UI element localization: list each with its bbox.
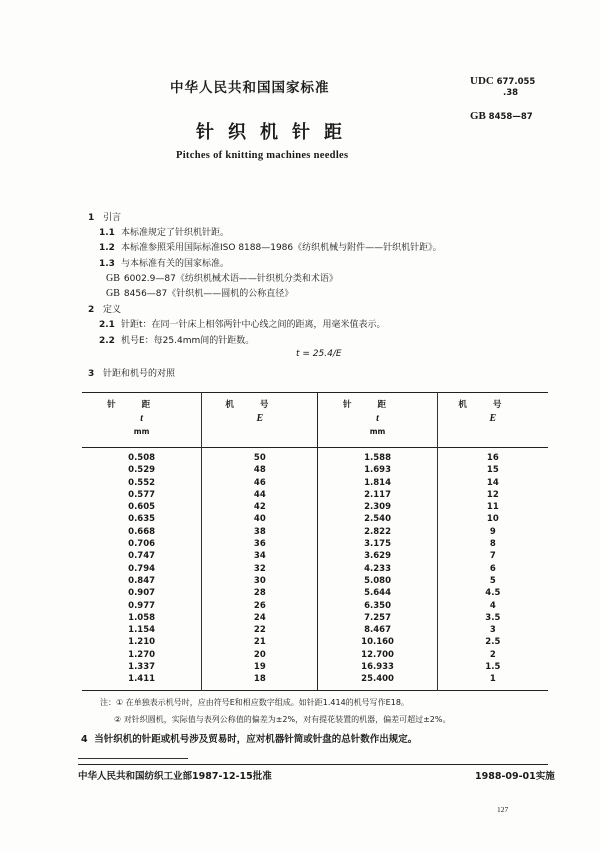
gauge-cell: 28 xyxy=(202,587,318,599)
gauge-cell: 44 xyxy=(202,489,318,501)
gauge-cell: 15 xyxy=(486,465,499,476)
gauge-cell: 21 xyxy=(202,636,318,648)
gauge-cell: 19 xyxy=(202,661,318,673)
gauge-cell: 18 xyxy=(202,673,318,690)
pitch-cell: 0.747 xyxy=(82,550,202,562)
pitch-cell: 6.350 xyxy=(318,600,437,612)
table-row xyxy=(82,612,548,624)
table-body xyxy=(82,448,548,691)
pitch-cell: 0.605 xyxy=(82,501,202,513)
pitch-cell: 3.629 xyxy=(318,550,437,562)
pitch-cell: 10.160 xyxy=(318,636,437,648)
gauge-cell: 7 xyxy=(489,551,496,562)
pitch-cell: 0.847 xyxy=(82,575,202,587)
section-1-2: 1.2 本标准参照采用国际标准ISO 8188—1986《纺织机械与附件——针织机针距》。 xyxy=(99,243,442,253)
table-header-row xyxy=(82,393,548,448)
pitch-cell: 2.822 xyxy=(318,526,437,538)
section-2-1: 2.1 针距t：在同一针床上相邻两针中心线之间的距离，用毫米值表示。 xyxy=(99,320,386,330)
pitch-cell: 1.210 xyxy=(82,636,202,648)
gb-code xyxy=(470,110,533,122)
section-1-3: 1.3 与本标准有关的国家标准。 xyxy=(99,259,230,269)
table-row xyxy=(82,526,548,538)
header-pitch-2: 针距 t mm xyxy=(318,393,437,448)
gauge-cell: 10 xyxy=(486,514,499,525)
gauge-cell: 32 xyxy=(202,563,318,575)
table-row xyxy=(82,563,548,575)
gauge-cell: 50 xyxy=(202,448,318,465)
gauge-cell: 2.5 xyxy=(485,637,501,648)
pitch-cell: 0.635 xyxy=(82,513,202,525)
effective-date: 1988-09-01实施 xyxy=(475,771,555,782)
table-row xyxy=(82,600,548,612)
gauge-cell: 8 xyxy=(489,539,496,550)
pitch-cell: 3.175 xyxy=(318,538,437,550)
table-note-2: ② 对针织圆机，实际值与表列公称值的偏差为±2%，对有提花装置的机器，偏差可超过±2%。 xyxy=(114,715,451,724)
pitch-cell: 1.411 xyxy=(82,673,202,690)
table-row xyxy=(82,513,548,525)
section-1: 1 引言 xyxy=(88,213,122,223)
pitch-cell: 0.706 xyxy=(82,538,202,550)
page-number: 127 xyxy=(497,805,509,814)
table-row xyxy=(82,501,548,513)
table-row xyxy=(82,673,548,690)
pitch-cell: 12.700 xyxy=(318,649,437,661)
pitch-cell: 2.117 xyxy=(318,489,437,501)
gauge-cell: 36 xyxy=(202,538,318,550)
pitch-cell: 0.508 xyxy=(82,448,202,465)
header-gauge-1: 机号 E xyxy=(202,393,318,448)
pitch-cell: 5.644 xyxy=(318,587,437,599)
gauge-cell: 38 xyxy=(202,526,318,538)
pitch-cell: 0.907 xyxy=(82,587,202,599)
reference-gb-8456: GB 8456—87《针织机——圆机的公称直径》 xyxy=(106,288,294,299)
gb-label: GB xyxy=(470,110,486,122)
gauge-cell: 46 xyxy=(202,477,318,489)
pitch-cell: 1.154 xyxy=(82,624,202,636)
header-pitch-1: 针距 t mm xyxy=(82,393,202,448)
pitch-cell: 0.577 xyxy=(82,489,202,501)
pitch-cell: 7.257 xyxy=(318,612,437,624)
udc-number-line2: .38 xyxy=(503,88,519,98)
header-gauge-2: 机号 E xyxy=(458,400,528,424)
pitch-cell: 0.668 xyxy=(82,526,202,538)
pitch-cell: 16.933 xyxy=(318,661,437,673)
gauge-cell: 22 xyxy=(202,624,318,636)
gb-number: 8458—87 xyxy=(488,112,533,122)
pitch-cell: 1.814 xyxy=(318,477,437,489)
pitch-cell: 5.080 xyxy=(318,575,437,587)
gauge-cell: 48 xyxy=(202,464,318,476)
gauge-cell: 26 xyxy=(202,600,318,612)
gauge-cell: 20 xyxy=(202,649,318,661)
table-note-1: 注：① 在单独表示机号时，应由符号E和相应数字组成。如针距1.414的机号写作E18。 xyxy=(100,698,409,707)
gauge-cell: 12 xyxy=(486,489,499,500)
table-row xyxy=(82,550,548,562)
pitch-cell: 0.552 xyxy=(82,477,202,489)
pitch-cell: 1.337 xyxy=(82,661,202,673)
table-row xyxy=(82,477,548,489)
table-row xyxy=(82,624,548,636)
udc-label: UDC xyxy=(470,75,494,87)
table-row xyxy=(82,538,548,550)
pitch-cell: 2.540 xyxy=(318,513,437,525)
section-2-2: 2.2 机号E：每25.4mm间的针距数。 xyxy=(99,336,255,346)
section-4: 4 当针织机的针距或机号涉及贸易时，应对机器针筒或针盘的总针数作出规定。 xyxy=(81,734,418,745)
gauge-cell: 6 xyxy=(489,563,496,574)
section-3: 3 针距和机号的对照 xyxy=(88,369,176,379)
divider-short xyxy=(78,758,188,759)
table-row xyxy=(82,649,548,661)
pitch-cell: 25.400 xyxy=(318,673,437,690)
gauge-cell: 9 xyxy=(489,526,496,537)
table-row xyxy=(82,489,548,501)
pitch-cell: 2.309 xyxy=(318,501,437,513)
pitch-cell: 1.693 xyxy=(318,464,437,476)
gauge-cell: 24 xyxy=(202,612,318,624)
gauge-cell: 1.5 xyxy=(485,662,501,673)
gauge-cell: 5 xyxy=(489,575,496,586)
footer-divider xyxy=(78,764,548,765)
pitch-cell: 1.588 xyxy=(318,448,437,465)
pitch-cell: 4.233 xyxy=(318,563,437,575)
pitch-cell: 0.529 xyxy=(82,464,202,476)
gauge-cell: 4 xyxy=(489,600,496,611)
gauge-cell: 16 xyxy=(486,453,499,463)
pitch-cell: 1.270 xyxy=(82,649,202,661)
gauge-cell: 34 xyxy=(202,550,318,562)
pitch-cell: 1.058 xyxy=(82,612,202,624)
gauge-cell: 11 xyxy=(486,502,499,513)
gauge-cell: 30 xyxy=(202,575,318,587)
gauge-cell: 2 xyxy=(489,649,496,660)
udc-number: 677.055 xyxy=(496,77,536,87)
pitch-cell: 8.467 xyxy=(318,624,437,636)
table-row xyxy=(82,575,548,587)
gauge-cell: 3 xyxy=(489,625,496,636)
pitch-cell: 0.977 xyxy=(82,600,202,612)
gauge-cell: 14 xyxy=(486,477,499,488)
udc-code xyxy=(470,75,535,87)
pitch-cell: 0.794 xyxy=(82,563,202,575)
standard-name: 中华人民共和国国家标准 xyxy=(170,80,330,96)
table-row xyxy=(82,587,548,599)
section-1-1: 1.1 本标准规定了针织机针距。 xyxy=(99,228,230,238)
gauge-cell: 40 xyxy=(202,513,318,525)
document-title-en: Pitches of knitting machines needles xyxy=(176,150,349,161)
reference-gb-6002: GB 6002.9—87《纺织机械术语——针织机分类和术语》 xyxy=(106,273,338,284)
formula: t = 25.4/E xyxy=(296,349,342,359)
gauge-cell: 42 xyxy=(202,501,318,513)
gauge-cell: 3.5 xyxy=(485,612,501,623)
table-row xyxy=(82,661,548,673)
pitch-gauge-table xyxy=(82,392,548,691)
gauge-cell: 1 xyxy=(489,674,496,685)
table-row xyxy=(82,448,548,465)
table-row xyxy=(82,464,548,476)
gauge-cell: 4.5 xyxy=(485,588,501,599)
table-row xyxy=(82,636,548,648)
section-2: 2 定义 xyxy=(88,305,122,315)
document-title-cn: 针织机针距 xyxy=(196,122,356,143)
approval-date: 中华人民共和国纺织工业部1987-12-15批准 xyxy=(78,771,272,782)
